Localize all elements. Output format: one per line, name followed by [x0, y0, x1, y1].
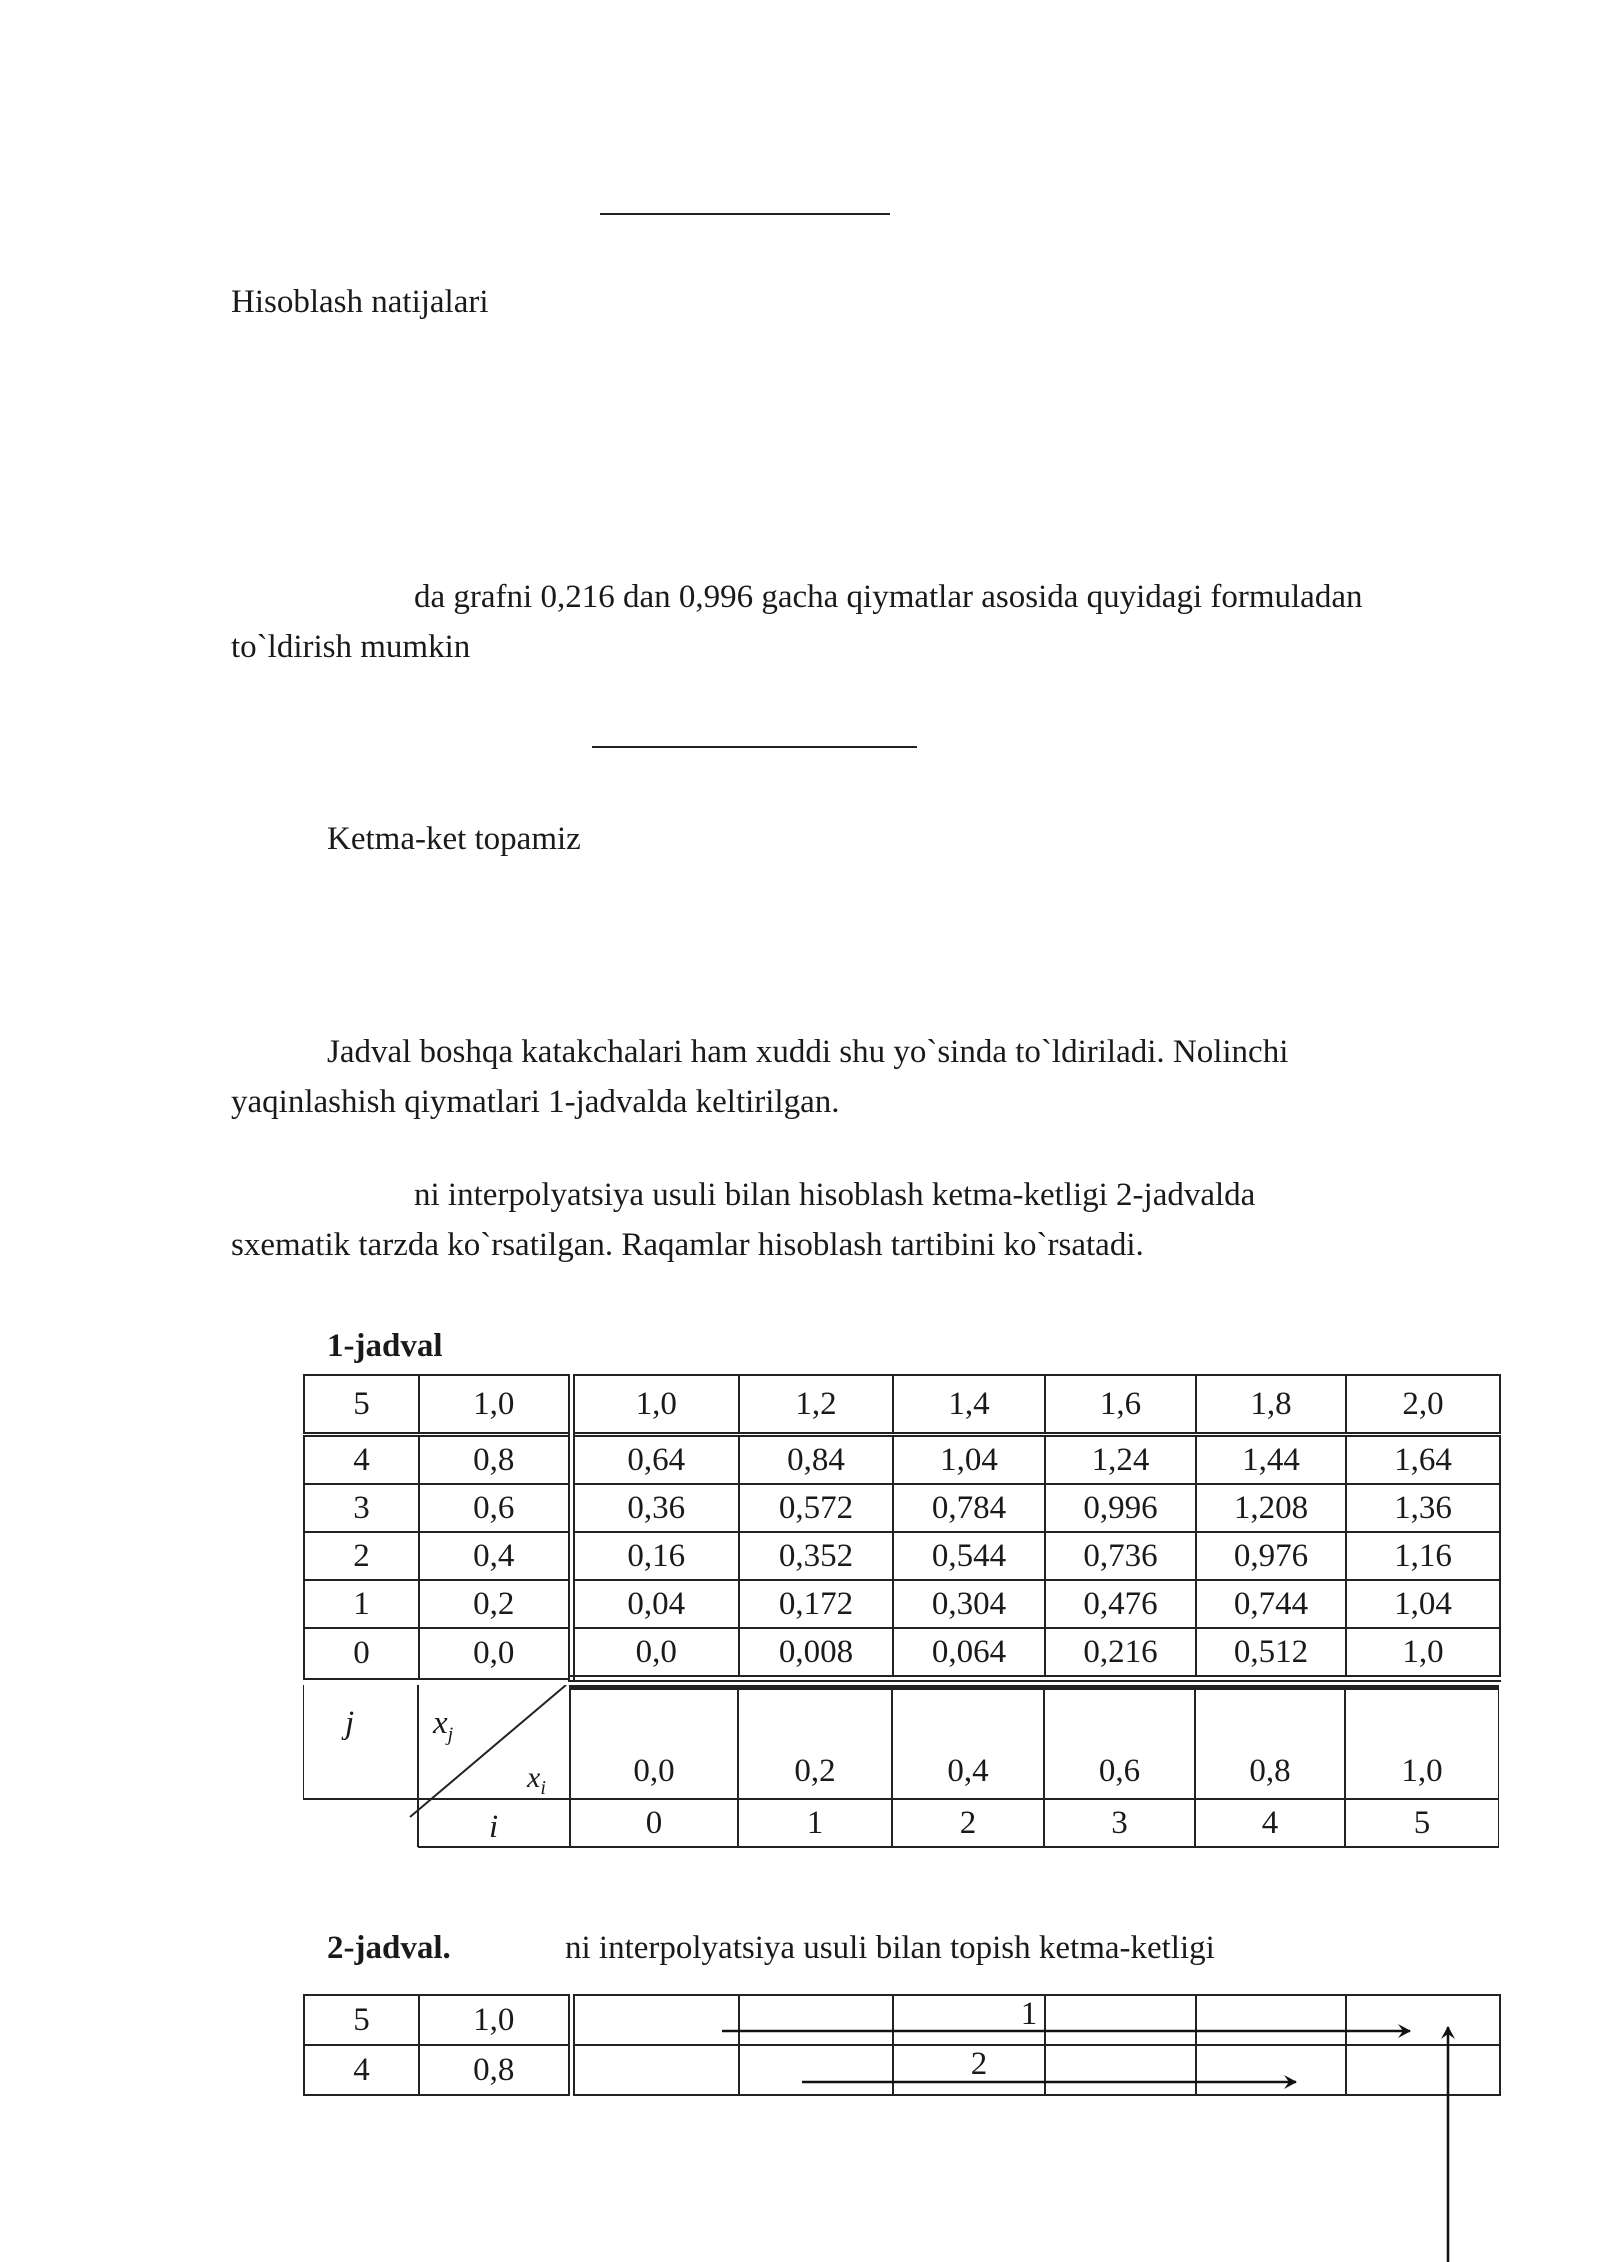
- j-axis-label: j: [345, 1705, 355, 1741]
- table2-value-cell: [1196, 2045, 1346, 2095]
- table2-xj-cell: 1,0: [419, 1995, 571, 2045]
- table1-j-cell: 1: [304, 1580, 419, 1628]
- table1-value-cell: 1,44: [1196, 1435, 1346, 1485]
- table2-caption: 2-jadval.: [327, 1930, 451, 1966]
- table2: [303, 1994, 1501, 2096]
- table1-value-cell: 1,04: [893, 1435, 1045, 1485]
- table2-value-cell: [1346, 2045, 1500, 2095]
- table1-row: [304, 1435, 1500, 1485]
- table1-value-cell: 1,8: [1196, 1375, 1346, 1435]
- table1-i-value: 0: [645, 1805, 663, 1841]
- table1-row: [304, 1532, 1500, 1580]
- table1-value-cell: 1,36: [1346, 1484, 1500, 1532]
- table2-value-cell: [1045, 2045, 1196, 2095]
- table1-value-cell: 0,84: [739, 1435, 893, 1485]
- table1-value-cell: 0,64: [571, 1435, 739, 1485]
- table1-j-cell: 2: [304, 1532, 419, 1580]
- table1-value-cell: 0,476: [1045, 1580, 1196, 1628]
- xj-axis-label: [433, 1699, 453, 1750]
- xi-axis-label: [527, 1755, 546, 1803]
- table1-xj-cell: 0,6: [419, 1484, 571, 1532]
- table1-xj-cell: 0,8: [419, 1435, 571, 1485]
- table2-value-cell: [739, 2045, 893, 2095]
- table1-i-value: 2: [959, 1805, 977, 1841]
- table1-value-cell: 0,996: [1045, 1484, 1196, 1532]
- table1-xi-value: 1,0: [1401, 1753, 1443, 1789]
- table1-value-cell: 1,16: [1346, 1532, 1500, 1580]
- table1-xi-value: 0,0: [633, 1753, 675, 1789]
- table1-i-value: 1: [806, 1805, 824, 1841]
- paragraph-interp-line2: sxematik tarzda ko`rsatilgan. Raqamlar hisoblash tartibini ko`rsatadi.: [231, 1227, 1144, 1263]
- paragraph-hisoblash: Hisoblash natijalari: [231, 284, 489, 320]
- table1-j-cell: 3: [304, 1484, 419, 1532]
- table1-value-cell: 0,36: [571, 1484, 739, 1532]
- table1-value-cell: 0,04: [571, 1580, 739, 1628]
- table1-value-cell: 0,216: [1045, 1628, 1196, 1679]
- xj-label-main: x: [433, 1705, 448, 1741]
- formula-rule-2: [592, 746, 917, 748]
- table1-row: [304, 1628, 1500, 1679]
- i-axis-label: i: [489, 1809, 499, 1845]
- table2-xj-cell: 0,8: [419, 2045, 571, 2095]
- table1: [303, 1374, 1501, 1682]
- table1-row: [304, 1375, 1500, 1435]
- table1-row: [304, 1484, 1500, 1532]
- table1-caption: 1-jadval: [327, 1328, 443, 1364]
- table2-j-cell: 4: [304, 2045, 419, 2095]
- table1-value-cell: 0,0: [571, 1628, 739, 1679]
- table1-value-cell: 1,0: [1346, 1628, 1500, 1679]
- table2-value-cell: [1045, 1995, 1196, 2045]
- table1-value-cell: 0,352: [739, 1532, 893, 1580]
- table2-value-cell: [571, 2045, 739, 2095]
- table2-row: [304, 1995, 1500, 2045]
- table1-xi-value: 0,8: [1249, 1753, 1291, 1789]
- table2-value-cell: [1346, 1995, 1500, 2045]
- table2-value-cell: [893, 1995, 1045, 2045]
- table1-i-value: 4: [1261, 1805, 1279, 1841]
- xj-label-sub: j: [447, 1723, 454, 1746]
- paragraph-jadval-line2: yaqinlashish qiymatlari 1-jadvalda keltirilgan.: [231, 1084, 840, 1120]
- table1-xj-cell: 0,2: [419, 1580, 571, 1628]
- xi-label-main: x: [527, 1761, 541, 1794]
- table1-j-cell: 0: [304, 1628, 419, 1679]
- table1-xj-cell: 0,0: [419, 1628, 571, 1679]
- table2-caption-text: ni interpolyatsiya usuli bilan topish ketma-ketligi: [565, 1930, 1215, 1966]
- table1-value-cell: 0,544: [893, 1532, 1045, 1580]
- table1-value-cell: 0,064: [893, 1628, 1045, 1679]
- table1-value-cell: 1,208: [1196, 1484, 1346, 1532]
- table2-value-cell: [739, 1995, 893, 2045]
- table1-i-value: 5: [1413, 1805, 1431, 1841]
- table1-value-cell: 1,6: [1045, 1375, 1196, 1435]
- table2-value-cell: [571, 1995, 739, 2045]
- paragraph-jadval-line1: Jadval boshqa katakchalari ham xuddi shu yo`sinda to`ldiriladi. Nolinchi: [327, 1034, 1289, 1070]
- table1-value-cell: 0,008: [739, 1628, 893, 1679]
- xi-label-sub: i: [540, 1777, 546, 1799]
- table2-value-cell: [1196, 1995, 1346, 2045]
- table1-i-value: 3: [1111, 1805, 1128, 1841]
- table1-value-cell: 0,976: [1196, 1532, 1346, 1580]
- table1-xj-cell: 0,4: [419, 1532, 571, 1580]
- table2-j-cell: 5: [304, 1995, 419, 2045]
- table1-value-cell: 0,172: [739, 1580, 893, 1628]
- table1-j-cell: 5: [304, 1375, 419, 1435]
- paragraph-ketma: Ketma-ket topamiz: [327, 821, 581, 857]
- formula-rule-1: [600, 213, 890, 215]
- paragraph-grafni-line2: to`ldirish mumkin: [231, 629, 471, 665]
- table1-value-cell: 1,2: [739, 1375, 893, 1435]
- paragraph-grafni-line1: da grafni 0,216 dan 0,996 gacha qiymatlar asosida quyidagi formuladan: [414, 579, 1363, 615]
- table1-row: [304, 1580, 1500, 1628]
- table1-value-cell: 0,16: [571, 1532, 739, 1580]
- table2-step-label: 2: [970, 2045, 988, 2082]
- table1-header: [303, 1685, 1499, 1849]
- table1-value-cell: 1,04: [1346, 1580, 1500, 1628]
- table1-value-cell: 1,0: [571, 1375, 739, 1435]
- table1-j-cell: 4: [304, 1435, 419, 1485]
- paragraph-interp-line1: ni interpolyatsiya usuli bilan hisoblash ketma-ketligi 2-jadvalda: [414, 1177, 1256, 1213]
- table1-value-cell: 0,736: [1045, 1532, 1196, 1580]
- table1-value-cell: 0,572: [739, 1484, 893, 1532]
- table2-step-label: 1: [1020, 1995, 1038, 2032]
- table1-value-cell: 0,304: [893, 1580, 1045, 1628]
- table2-value-cell: [893, 2045, 1045, 2095]
- table1-value-cell: 1,64: [1346, 1435, 1500, 1485]
- table1-value-cell: 1,4: [893, 1375, 1045, 1435]
- table1-xi-value: 0,2: [794, 1753, 836, 1789]
- table1-value-cell: 2,0: [1346, 1375, 1500, 1435]
- table1-xi-value: 0,6: [1098, 1753, 1141, 1789]
- table1-value-cell: 1,24: [1045, 1435, 1196, 1485]
- table1-xi-value: 0,4: [947, 1753, 989, 1789]
- table2-row: [304, 2045, 1500, 2095]
- table1-value-cell: 0,744: [1196, 1580, 1346, 1628]
- table1-value-cell: 0,784: [893, 1484, 1045, 1532]
- table1-xj-cell: 1,0: [419, 1375, 571, 1435]
- table1-value-cell: 0,512: [1196, 1628, 1346, 1679]
